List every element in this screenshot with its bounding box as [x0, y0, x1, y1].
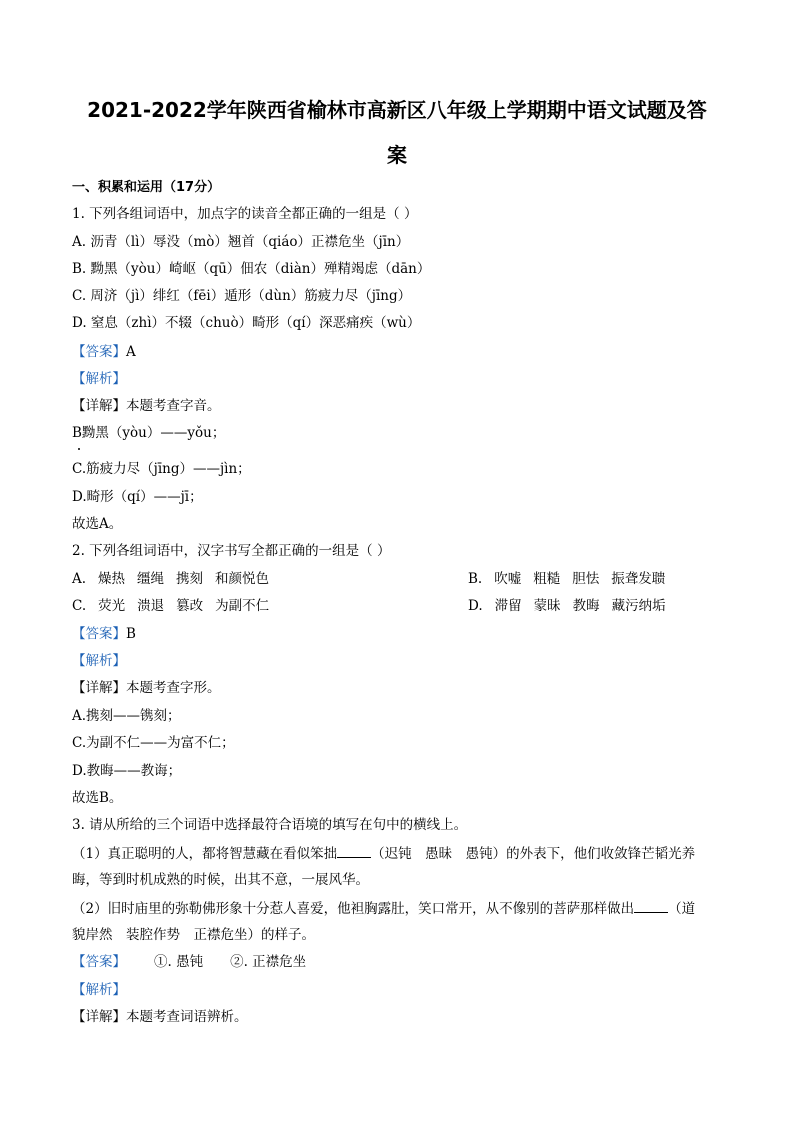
question-1-option-c: C. 周济（jì）绯红（fēi）遁形（dùn）筋疲力尽（jīng）	[72, 288, 412, 304]
option-b-word-4: 振聋发聩	[611, 571, 666, 587]
page-title: 2021-2022学年陕西省榆林市高新区八年级上学期期中语文试题及答	[87, 98, 707, 122]
option-a-word-1: 燥热	[98, 571, 126, 587]
question-1-option-a: A. 沥青（lì）辱没（mò）翘首（qiáo）正襟危坐（jīn）	[72, 234, 410, 250]
question-3-detail	[72, 1007, 732, 1027]
question-3-part-1-line-1	[72, 843, 732, 864]
answer-tag: 【答案】	[72, 626, 126, 642]
question-3-part-2-line-2: 貌岸然 装腔作势 正襟危坐）的样子。	[72, 927, 315, 943]
question-2-correction-c: C.为副不仁——为富不仁；	[72, 735, 235, 751]
question-1-analysis-tag: 【解析】	[72, 371, 126, 387]
option-c-word-2: 溃退	[137, 598, 165, 614]
option-d	[468, 596, 678, 616]
option-b-word-1: 吹嘘	[494, 571, 522, 587]
question-2-stem: 2. 下列各组词语中，汉字书写全都正确的一组是（ ）	[72, 543, 391, 559]
question-2-answer	[72, 624, 732, 644]
option-a-letter: A.	[72, 571, 87, 587]
part-2-text-after-blank: （道	[668, 901, 696, 917]
option-d-word-3: 教晦	[572, 598, 600, 614]
part-1-text-after-blank: （迟钝 愚昧 愚钝）的外表下，他们收敛锋芒韬光养	[371, 846, 696, 862]
option-d-word-1: 滞留	[494, 598, 522, 614]
question-2-detail	[72, 678, 732, 698]
answer-value: ①. 愚钝 ②. 正襟危坐	[154, 954, 307, 970]
question-1-option-d: D. 窒息（zhì）不辍（chuò）畸形（qí）深恶痛疾（wù）	[72, 315, 421, 331]
question-2-options-row-2	[72, 596, 732, 616]
part-2-text-before-blank: （2）旧时庙里的弥勒佛形象十分惹人喜爱，他袒胸露肚，笑口常开，从不像别的菩萨那样做出	[72, 901, 635, 917]
question-1-correction-d: D.畸形（qí）——jī；	[72, 489, 203, 505]
question-1-answer	[72, 342, 732, 362]
detail-text: 本题考查字形。	[126, 680, 221, 696]
fill-blank-2[interactable]	[634, 898, 668, 913]
option-b	[468, 569, 677, 589]
question-1-correction-b: B黝黑（yòu）——yǒu；	[72, 425, 226, 441]
option-c-word-3: 篡改	[176, 598, 204, 614]
option-a-word-2: 缰绳	[137, 571, 165, 587]
page-title-continued: 案	[387, 143, 407, 167]
answer-tag: 【答案】	[72, 344, 126, 360]
detail-text: 本题考查字音。	[126, 398, 221, 414]
section-heading: 一、积累和运用（17分）	[72, 180, 221, 195]
option-d-letter: D.	[468, 598, 483, 614]
option-b-word-2: 粗糙	[533, 571, 561, 587]
question-3-part-1-line-2: 晦，等到时机成熟的时候，出其不意，一展风华。	[72, 872, 369, 888]
question-1-detail	[72, 396, 732, 416]
question-3-part-2-line-1	[72, 898, 732, 919]
question-3-answer	[72, 952, 732, 972]
option-d-word-2: 蒙昧	[533, 598, 561, 614]
question-1-stem: 1. 下列各组词语中，加点字的读音全都正确的一组是（ ）	[72, 206, 418, 222]
part-1-text-before-blank: （1）真正聪明的人，都将智慧藏在看似笨拙	[72, 846, 338, 862]
option-a-word-4: 和颜悦色	[215, 571, 270, 587]
detail-text: 本题考查词语辨析。	[126, 1009, 248, 1025]
option-c-word-1: 荧光	[98, 598, 126, 614]
detail-tag: 【详解】	[72, 1009, 126, 1025]
detail-tag: 【详解】	[72, 398, 126, 414]
option-b-word-3: 胆怯	[572, 571, 600, 587]
question-3-analysis-tag: 【解析】	[72, 982, 126, 998]
option-a-word-3: 携刻	[176, 571, 204, 587]
question-1-correction-c: C.筋疲力尽（jīng）——jìn；	[72, 461, 251, 477]
answer-tag: 【答案】	[72, 954, 126, 970]
option-c-word-4: 为副不仁	[215, 598, 270, 614]
option-d-word-4: 藏污纳垢	[611, 598, 666, 614]
question-2-correction-d: D.教晦——教诲；	[72, 763, 182, 779]
detail-tag: 【详解】	[72, 680, 126, 696]
question-2-conclusion: 故选B。	[72, 790, 123, 806]
option-b-letter: B.	[468, 571, 483, 587]
answer-value: A	[126, 344, 136, 360]
question-1-option-b: B. 黝黑（yòu）崎岖（qū）佃农（diàn）殚精竭虑（dān）	[72, 261, 431, 277]
question-3-stem: 3. 请从所给的三个词语中选择最符合语境的填写在句中的横线上。	[72, 817, 468, 833]
fill-blank-1[interactable]	[337, 843, 371, 858]
question-2-analysis-tag: 【解析】	[72, 653, 126, 669]
question-2-options-row-1	[72, 569, 732, 589]
option-c-letter: C.	[72, 598, 87, 614]
answer-value: B	[126, 626, 136, 642]
emphasis-dot	[78, 448, 80, 450]
question-1-conclusion: 故选A。	[72, 516, 123, 532]
question-2-correction-a: A.携刻——镌刻；	[72, 708, 181, 724]
